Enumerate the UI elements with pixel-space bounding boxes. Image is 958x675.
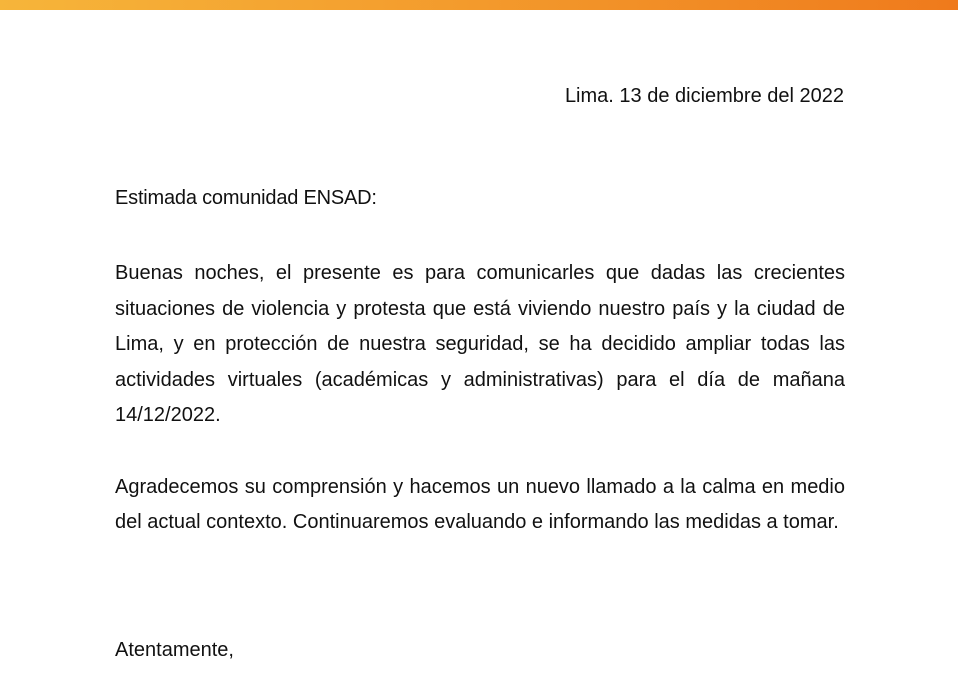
letter-paragraph-2: Agradecemos su comprensión y hacemos un nuevo llamado a la calma en medio del actual contexto. Continuaremos evaluando e informando las medidas a tomar. [115,475,845,533]
letter-closing: Atentamente, [115,639,234,661]
letter-greeting: Estimada comunidad ENSAD: [115,187,377,209]
header-accent-bar [0,0,958,10]
letter-body [115,186,845,541]
letter-paragraph-1: Buenas noches, el presente es para comunicarles que dadas las crecientes situaciones de violencia y protesta que está viviendo nuestro país y la ciudad de Lima, y en protección de nuestra seguridad, se ha decidido ampliar todas las actividades virtuales (académicas y administrativas) para el día de mañana 14/12/2022. [115,262,845,426]
letter-date: Lima. 13 de diciembre del 2022 [564,85,844,107]
